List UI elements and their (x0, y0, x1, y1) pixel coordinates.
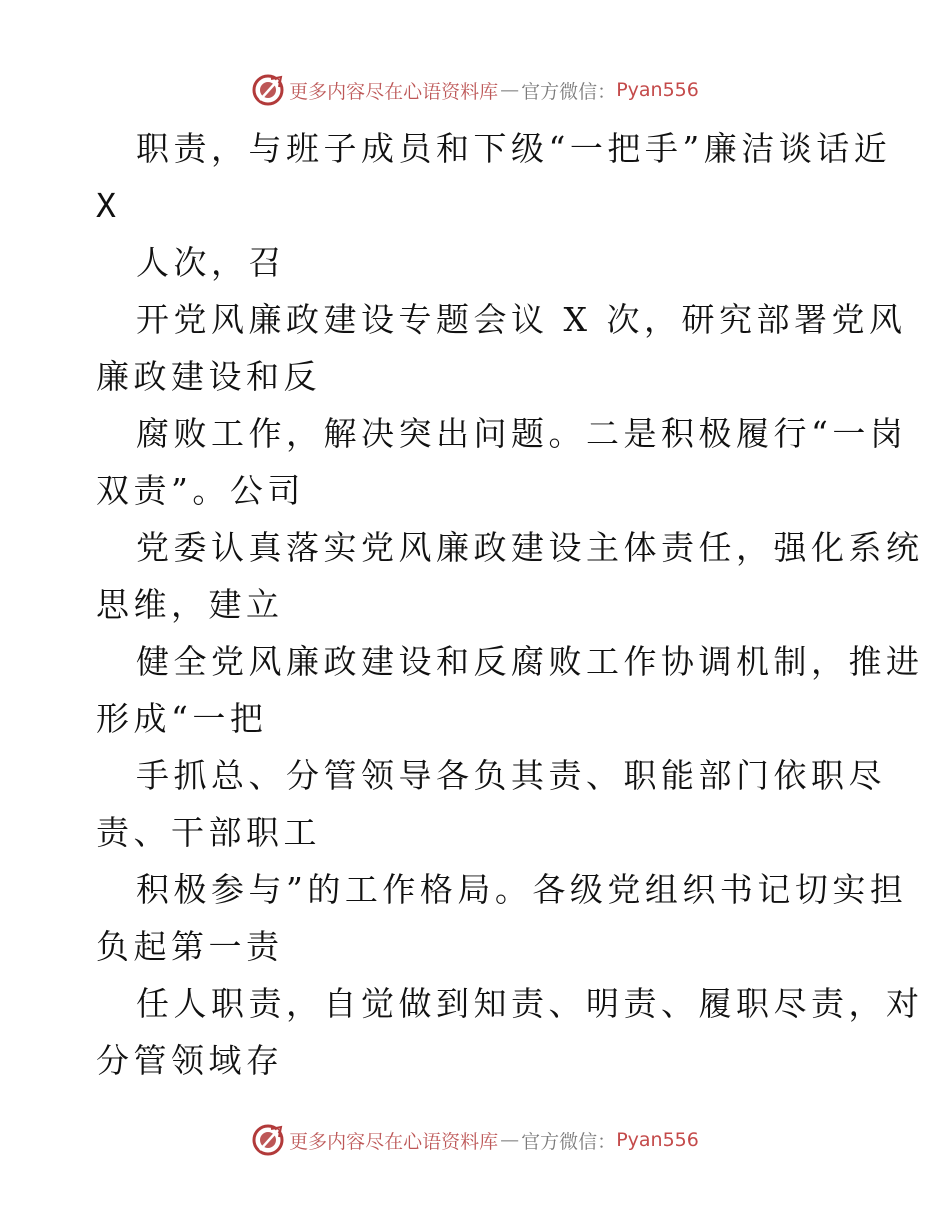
watermark-wechat-label: 官方微信： (521, 80, 617, 103)
body-line: 思维，建立 (96, 585, 284, 624)
seal-logo-icon (251, 1123, 285, 1157)
body-line: 积极参与”的工作格局。各级党组织书记切实担 (136, 870, 908, 909)
document-body (96, 120, 924, 1089)
body-line: 负起第一责 (96, 927, 284, 966)
watermark-wechat-id: Pyan556 (616, 1129, 699, 1151)
watermark-site-text: 更多内容尽在心语资料库 (289, 1130, 499, 1153)
body-line: 手抓总、分管领导各负其责、职能部门依职尽 (136, 756, 886, 795)
body-line: 双责”。公司 (96, 471, 305, 510)
body-line: 分管领域存 (96, 1041, 284, 1080)
body-line: 责、干部职工 (96, 813, 321, 852)
body-line: 职责，与班子成员和下级“一把手”廉洁谈话近 (136, 129, 892, 168)
body-line: 人次，召 (136, 243, 286, 282)
body-line: X (96, 186, 116, 225)
body-line: 健全党风廉政建设和反腐败工作协调机制，推进 (136, 642, 924, 681)
watermark-site-text: 更多内容尽在心语资料库 (289, 80, 499, 103)
body-line: 腐败工作，解决突出问题。二是积极履行“一岗 (136, 414, 908, 453)
header-watermark (0, 70, 950, 110)
body-line: 形成“一把 (96, 699, 268, 738)
body-line: 开党风廉政建设专题会议 X 次，研究部署党风 (136, 300, 907, 339)
watermark-separator: — (500, 79, 520, 101)
body-line: 党委认真落实党风廉政建设主体责任，强化系统 (136, 528, 924, 567)
body-line: 任人职责，自觉做到知责、明责、履职尽责，对 (136, 984, 924, 1023)
body-line: 廉政建设和反 (96, 357, 321, 396)
seal-logo-icon (251, 73, 285, 107)
watermark-wechat-label: 官方微信： (521, 1130, 617, 1153)
footer-watermark (0, 1120, 950, 1160)
watermark-wechat-id: Pyan556 (616, 79, 699, 101)
watermark-separator: — (500, 1129, 520, 1151)
